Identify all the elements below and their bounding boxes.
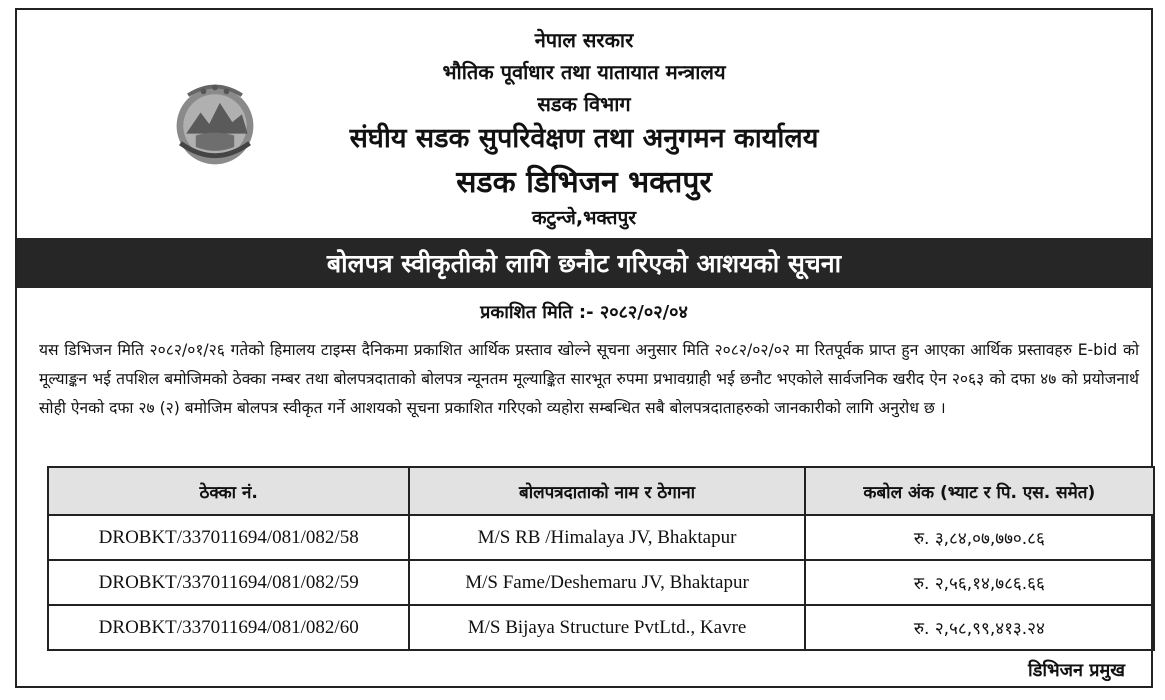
bid-amount: रु. २,५६,१४,७८६.६६: [805, 560, 1154, 605]
table-row: [48, 560, 1154, 605]
column-header-amount: कबोल अंक (भ्याट र पि. एस. समेत): [805, 467, 1154, 515]
bid-amount: रु. २,५८,९९,४१३.२४: [805, 605, 1154, 650]
signature-title: डिभिजन प्रमुख: [1028, 660, 1125, 681]
notice-title-banner: [17, 238, 1151, 288]
notice-frame: [15, 8, 1153, 688]
bid-amount: रु. ३,८४,०७,७७०.८६: [805, 515, 1154, 560]
office-name: संघीय सडक सुपरिवेक्षण तथा अनुगमन कार्यालय: [349, 123, 819, 154]
table-header-row: [48, 467, 1154, 515]
bid-table: [47, 466, 1155, 651]
column-header-bidder: बोलपत्रदाताको नाम र ठेगाना: [409, 467, 804, 515]
department-name: सडक विभाग: [537, 92, 631, 116]
contract-number: DROBKT/337011694/081/082/59: [48, 560, 409, 605]
division-name: सडक डिभिजन भक्तपुर: [456, 165, 712, 200]
table-row: [48, 515, 1154, 560]
office-address: कटुन्जे,भक्तपुर: [531, 207, 637, 229]
contract-number: DROBKT/337011694/081/082/60: [48, 605, 409, 650]
bidder-name: M/S Bijaya Structure PvtLtd., Kavre: [409, 605, 804, 650]
government-name: नेपाल सरकार: [534, 28, 634, 52]
ministry-name: भौतिक पूर्वाधार तथा यातायात मन्त्रालय: [442, 60, 726, 84]
notice-title: बोलपत्र स्वीकृतीको लागि छनौट गरिएको आशयको सूचना: [326, 249, 842, 278]
table-row: [48, 605, 1154, 650]
column-header-contract: ठेक्का नं.: [48, 467, 409, 515]
notice-body-text: यस डिभिजन मिति २०८२/०१/२६ गतेको हिमालय टाइम्स दैनिकमा प्रकाशित आर्थिक प्रस्ताव खोल्ने सूचना अनुसार मिति २०८२/०२/०२ मा रितपूर्वक प्राप्त हुन आएका आर्थिक प्रस्तावहरु E-bid को मूल्याङ्कन भई तपशिल बमोजिमको ठेक्का नम्बर तथा बोलपत्रदाताको बोलपत्र न्यूनतम मूल्याङ्कित सारभूत रुपमा प्रभावग्राही भई छनौट भएकोले सार्वजनिक खरीद ऐन २०६३ को दफा ४७ को प्रयोजनार्थ सोही ऐनको दफा २७ (२) बमोजिम बोलपत्र स्वीकृत गर्ने आशयको सूचना प्रकाशित गरिएको व्यहोरा सम्बन्धित सबै बोलपत्रदाताहरुको जानकारीको लागि अनुरोध छ ।: [39, 341, 1139, 417]
bidder-name: M/S Fame/Deshemaru JV, Bhaktapur: [409, 560, 804, 605]
published-date: प्रकाशित मिति :- २०८२/०२/०४: [480, 302, 688, 323]
bidder-name: M/S RB /Himalaya JV, Bhaktapur: [409, 515, 804, 560]
contract-number: DROBKT/337011694/081/082/58: [48, 515, 409, 560]
